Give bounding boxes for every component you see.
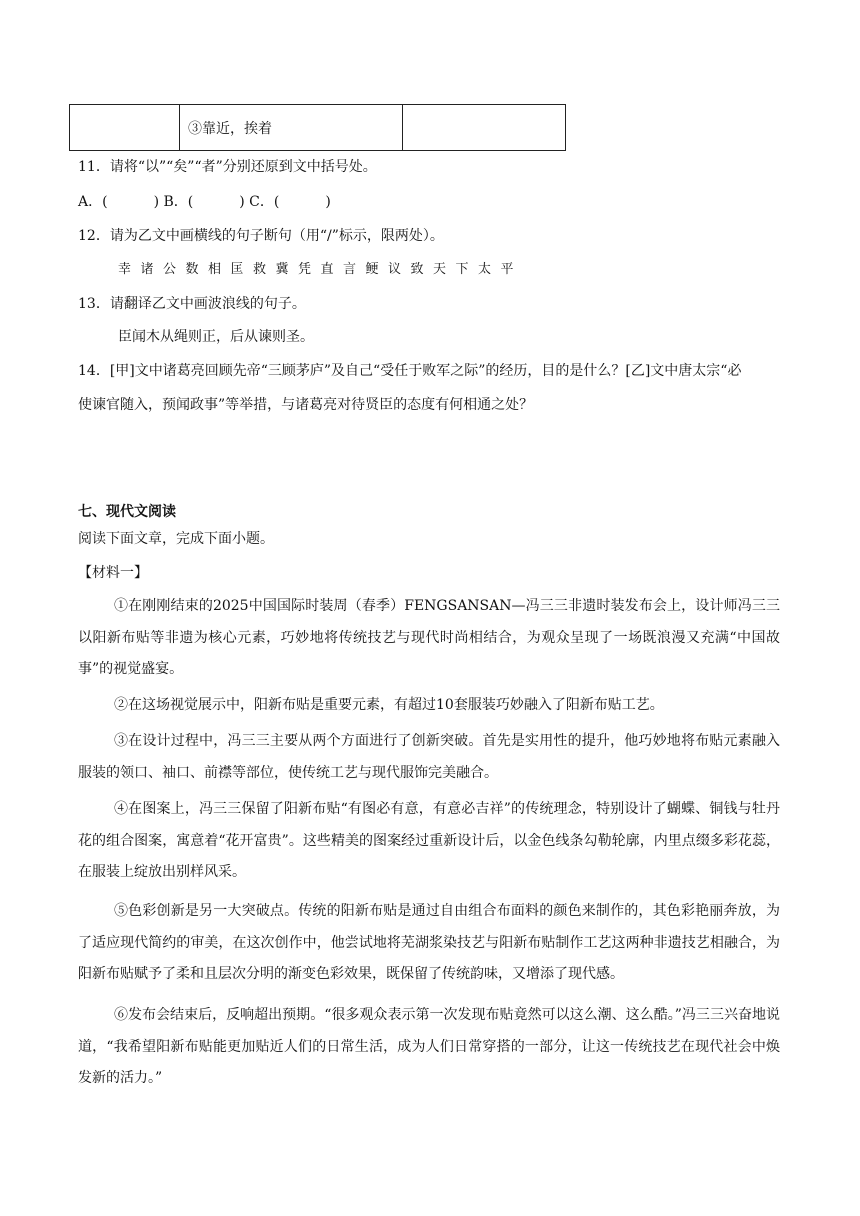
paragraph-6: ⑥发布会结束后，反响超出预期。“很多观众表示第一次发现布贴竟然可以这么潮、这么酷。”冯三三兴奋地说道，“我希望阳新布贴能更加贴近人们的日常生活，成为人们日常穿搭的一部分，让这一传统技艺在现代社会中焕发新的活力。” [78,1007,780,1086]
table-row [70,105,566,151]
paragraph-4: ④在图案上，冯三三保留了阳新布贴“有图必有意，有意必吉祥”的传统理念，特别设计了蝴蝶、铜钱与牡丹花的组合图案，寓意着“花开富贵”。这些精美的图案经过重新设计后，以金色线条勾勒轮廓，内里点缀多彩花蕊，在服装上绽放出别样风采。 [78,801,780,880]
vocab-table-fragment [69,104,566,151]
question-12: 12．请为乙文中画横线的句子断句（用“/”标示，限两处）。 [78,228,444,244]
table-cell-meaning: ③靠近，挨着 [180,105,403,151]
question-11-options [78,192,331,212]
table-cell-empty [70,105,180,151]
question-13-sentence: 臣闻木从绳则正，后从谏则圣。 [118,329,314,345]
option-c-label: ) C．( [239,194,280,210]
paragraph-3: ③在设计过程中，冯三三主要从两个方面进行了创新突破。首先是实用性的提升，他巧妙地将布贴元素融入服装的领口、袖口、前襟等部位，使传统工艺与现代服饰完美融合。 [78,733,780,781]
question-13: 13．请翻译乙文中画波浪线的句子。 [78,296,306,312]
option-b-label: ) B．( [153,194,194,210]
section-instruction: 阅读下面文章，完成下面小题。 [78,531,274,547]
section-title: 七、现代文阅读 [78,504,176,520]
question-12-sentence: 幸诸公数相匡救冀凭直言鲠议致天下太平 [118,262,524,277]
table-cell-empty [403,105,566,151]
material-label: 【材料一】 [78,565,148,581]
question-14-line-1: 14．[甲]文中诸葛亮回顾先帝“三顾茅庐”及自己“受任于败军之际”的经历，目的是什么？[乙]文中唐太宗“必 [78,363,742,379]
option-close: ) [325,194,331,210]
paragraph-1: ①在刚刚结束的2025中国国际时装周（春季）FENGSANSAN—冯三三非遗时装发布会上，设计师冯三三以阳新布贴等非遗为核心元素，巧妙地将传统技艺与现代时尚相结合，为观众呈现了一场既浪漫又充满“中国故事”的视觉盛宴。 [78,598,780,677]
option-a-label: A．( [78,194,108,210]
question-11: 11．请将“以”“矣”“者”分别还原到文中括号处。 [78,159,377,175]
question-14-line-2: 使谏官随入，预闻政事”等举措，与诸葛亮对待贤臣的态度有何相通之处？ [78,397,534,413]
paragraph-2: ②在这场视觉展示中，阳新布贴是重要元素，有超过10套服装巧妙融入了阳新布贴工艺。 [114,697,664,713]
paragraph-5: ⑤色彩创新是另一大突破点。传统的阳新布贴是通过自由组合布面料的颜色来制作的，其色彩艳丽奔放，为了适应现代简约的审美，在这次创作中，他尝试地将芜湖浆染技艺与阳新布贴制作工艺这两种非遗技艺相融合，为阳新布贴赋予了柔和且层次分明的渐变色彩效果，既保留了传统韵味，又增添了现代感。 [78,903,780,982]
